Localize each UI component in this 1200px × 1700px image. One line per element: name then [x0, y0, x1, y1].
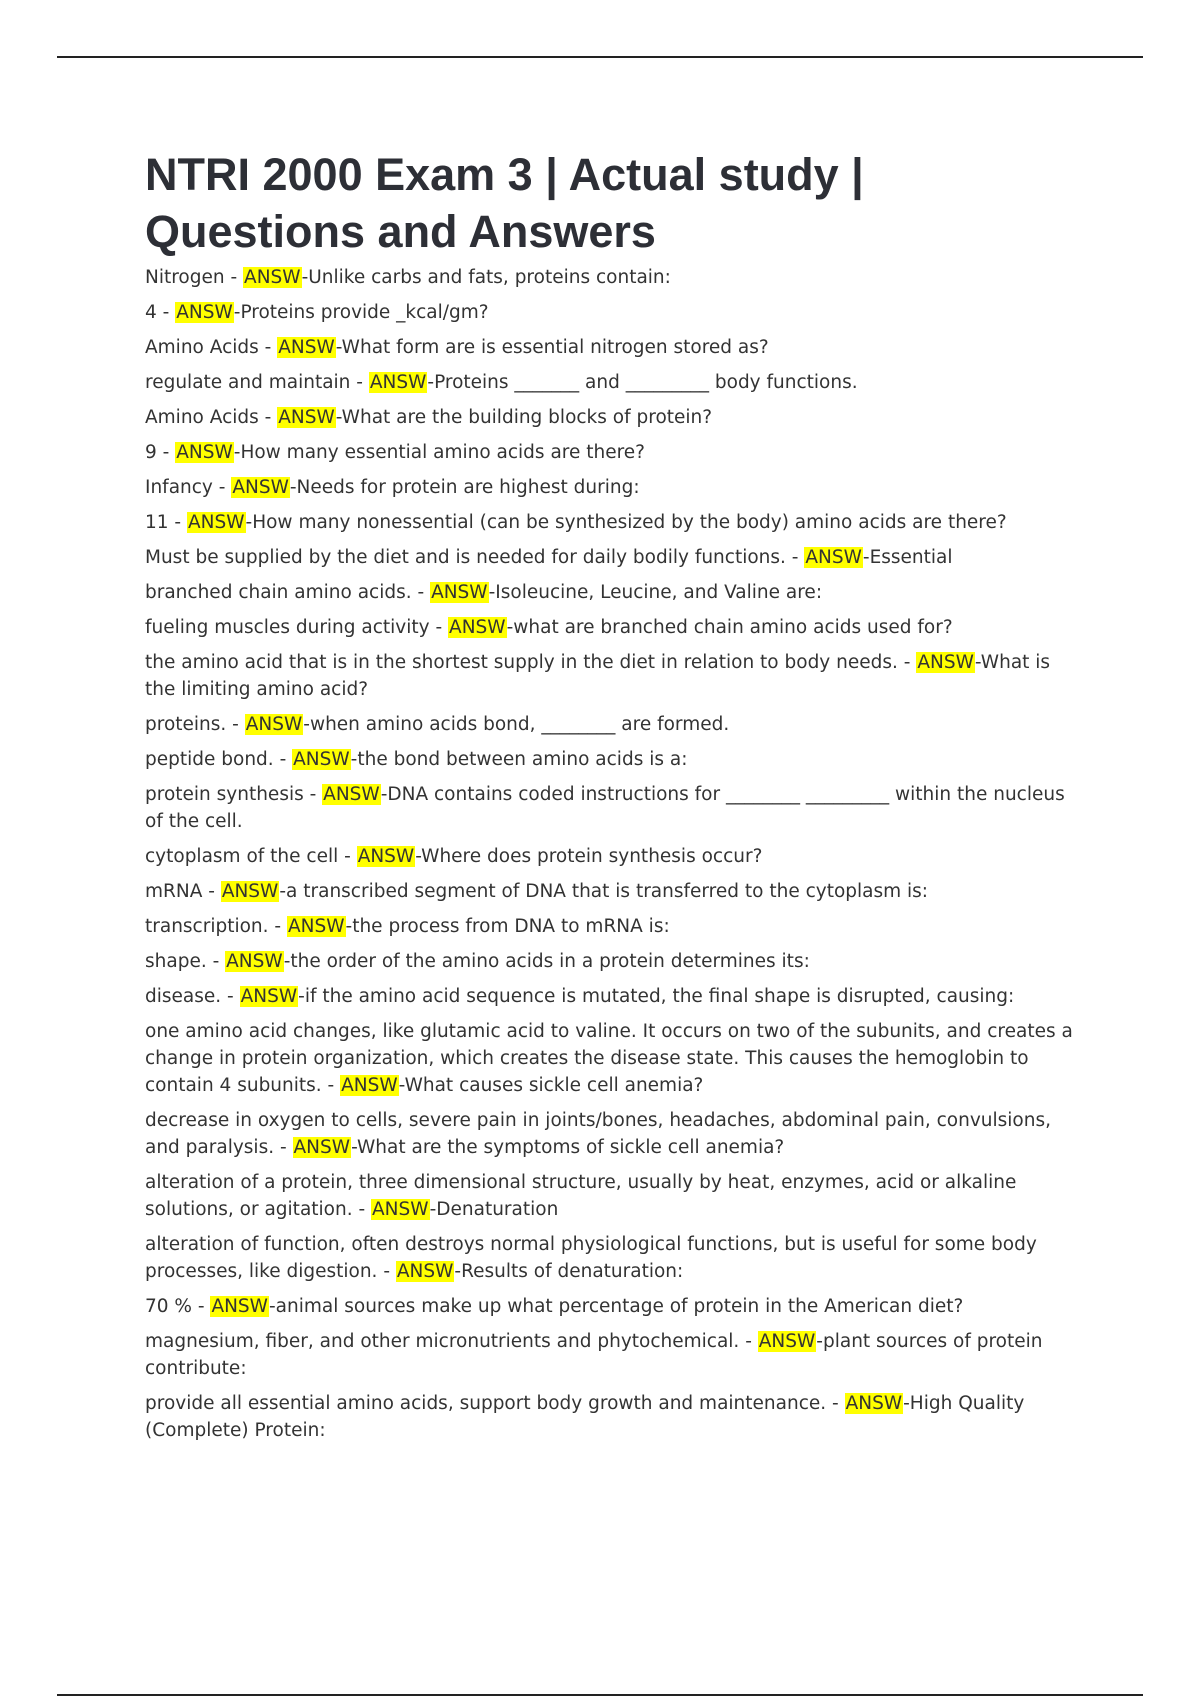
question-text: How many essential amino acids are there?	[240, 442, 645, 463]
qa-item	[145, 781, 1085, 835]
answer-marker-highlight: ANSW	[449, 617, 506, 638]
separator: -	[398, 1075, 405, 1096]
separator: -	[897, 652, 917, 673]
qa-list	[145, 264, 1085, 1444]
separator: -	[274, 1137, 293, 1158]
document-body	[145, 146, 1085, 1452]
qa-item	[145, 404, 1085, 431]
separator: -	[785, 547, 805, 568]
separator: -	[826, 1393, 845, 1414]
qa-item	[145, 983, 1085, 1010]
qa-item	[145, 649, 1085, 703]
question-text: the order of the amino acids in a protein determines its:	[290, 951, 810, 972]
question-text: Isoleucine, Leucine, and Valine are:	[495, 582, 823, 603]
separator: -	[301, 267, 309, 288]
answer-text: one amino acid changes, like glutamic acid to valine. It occurs on two of the subunits, and creates a change in protein organization, which creates the disease state. This causes the hemoglobin to contain 4 subunits.	[145, 1021, 1073, 1096]
answer-text: alteration of function, often destroys normal physiological functions, but is useful for some body processes, like digestion.	[145, 1234, 1037, 1282]
separator: -	[506, 617, 514, 638]
qa-item	[145, 711, 1085, 738]
answer-text: disease.	[145, 986, 222, 1007]
separator: -	[352, 1199, 372, 1220]
answer-marker-highlight: ANSW	[845, 1393, 903, 1414]
separator: -	[350, 372, 369, 393]
qa-item	[145, 509, 1085, 536]
qa-item	[145, 1169, 1085, 1223]
separator: -	[862, 547, 870, 568]
answer-text: provide all essential amino acids, support body growth and maintenance.	[145, 1393, 827, 1414]
separator: -	[156, 442, 176, 463]
top-rule	[57, 56, 1143, 58]
answer-text: the amino acid that is in the shortest supply in the diet in relation to body needs.	[145, 652, 898, 673]
answer-text: 9	[145, 442, 157, 463]
separator: -	[206, 951, 226, 972]
question-text: animal sources make up what percentage of protein in the American diet?	[275, 1296, 964, 1317]
separator: -	[303, 784, 323, 805]
answer-text: cytoplasm of the cell	[145, 846, 339, 867]
answer-text: Nitrogen	[145, 267, 225, 288]
separator: -	[289, 477, 297, 498]
question-text: Unlike carbs and fats, proteins contain:	[308, 267, 671, 288]
separator: -	[377, 1261, 396, 1282]
answer-text: Amino Acids	[145, 337, 259, 358]
answer-marker-highlight: ANSW	[369, 372, 427, 393]
separator: -	[226, 714, 245, 735]
separator: -	[350, 749, 358, 770]
answer-text: magnesium, fiber, and other micronutrients and phytochemical.	[145, 1331, 740, 1352]
question-text: Denaturation	[436, 1199, 559, 1220]
question-text: High Quality (Complete) Protein:	[145, 1393, 1025, 1441]
question-text: What is the limiting amino acid?	[145, 652, 1051, 700]
separator: -	[338, 846, 357, 867]
separator: -	[335, 407, 342, 428]
answer-text: peptide bond.	[145, 749, 274, 770]
question-text: the process from DNA to mRNA is:	[352, 916, 670, 937]
separator: -	[345, 916, 353, 937]
question-text: DNA contains coded instructions for ________ _________ within the nucleus of the cell.	[145, 784, 1065, 832]
answer-marker-highlight: ANSW	[293, 749, 350, 770]
answer-text: 70 %	[145, 1296, 192, 1317]
answer-text: 11	[145, 512, 169, 533]
answer-marker-highlight: ANSW	[240, 986, 298, 1007]
answer-text: decrease in oxygen to cells, severe pain in joints/bones, headaches, abdominal pain, convulsions, and paralysis.	[145, 1110, 1051, 1158]
question-text: plant sources of protein contribute:	[145, 1331, 1043, 1379]
answer-text: regulate and maintain	[145, 372, 351, 393]
answer-marker-highlight: ANSW	[357, 846, 415, 867]
separator: -	[224, 267, 244, 288]
separator: -	[429, 1199, 437, 1220]
separator: -	[156, 302, 176, 323]
answer-text: fueling muscles during activity	[145, 617, 430, 638]
qa-item	[145, 1293, 1085, 1320]
answer-marker-highlight: ANSW	[917, 652, 974, 673]
qa-item	[145, 579, 1085, 606]
qa-item	[145, 544, 1085, 571]
qa-item	[145, 264, 1085, 291]
answer-text: Infancy	[145, 477, 213, 498]
separator: -	[415, 846, 422, 867]
answer-marker-highlight: ANSW	[431, 582, 488, 603]
qa-item	[145, 948, 1085, 975]
answer-marker-highlight: ANSW	[245, 714, 303, 735]
question-text: Results of denaturation:	[461, 1261, 684, 1282]
qa-item	[145, 878, 1085, 905]
answer-marker-highlight: ANSW	[278, 337, 335, 358]
separator: -	[411, 582, 431, 603]
answer-marker-highlight: ANSW	[226, 951, 283, 972]
answer-marker-highlight: ANSW	[232, 477, 289, 498]
answer-text: protein synthesis	[145, 784, 304, 805]
question-text: what are branched chain amino acids used for?	[513, 617, 953, 638]
separator: -	[335, 337, 342, 358]
separator: -	[192, 1296, 211, 1317]
separator: -	[279, 881, 287, 902]
answer-marker-highlight: ANSW	[176, 302, 233, 323]
separator: -	[268, 1296, 276, 1317]
qa-item	[145, 1107, 1085, 1161]
separator: -	[380, 784, 388, 805]
question-text: How many nonessential (can be synthesized by the body) amino acids are there?	[252, 512, 1007, 533]
answer-text: proteins.	[145, 714, 227, 735]
answer-marker-highlight: ANSW	[341, 1075, 398, 1096]
answer-text: alteration of a protein, three dimensional structure, usually by heat, enzymes, acid or alkaline solutions, or agitation.	[145, 1172, 1017, 1220]
answer-text: 4	[145, 302, 157, 323]
answer-marker-highlight: ANSW	[287, 916, 345, 937]
separator: -	[168, 512, 187, 533]
separator: -	[816, 1331, 823, 1352]
separator: -	[454, 1261, 462, 1282]
separator: -	[212, 477, 232, 498]
answer-text: Amino Acids	[145, 407, 259, 428]
qa-item	[145, 1390, 1085, 1444]
separator: -	[974, 652, 981, 673]
separator: -	[233, 442, 241, 463]
question-text: Proteins provide _kcal/gm?	[240, 302, 489, 323]
answer-text: Must be supplied by the diet and is needed for daily bodily functions.	[145, 547, 786, 568]
qa-item	[145, 746, 1085, 773]
separator: -	[221, 986, 240, 1007]
answer-marker-highlight: ANSW	[805, 547, 862, 568]
question-text: What are the symptoms of sickle cell anemia?	[357, 1137, 785, 1158]
separator: -	[273, 749, 293, 770]
qa-item	[145, 1018, 1085, 1099]
qa-item	[145, 369, 1085, 396]
question-text: if the amino acid sequence is mutated, the final shape is disrupted, causing:	[304, 986, 1015, 1007]
bottom-rule	[57, 1694, 1143, 1696]
answer-marker-highlight: ANSW	[396, 1261, 454, 1282]
answer-marker-highlight: ANSW	[278, 407, 335, 428]
separator: -	[245, 512, 253, 533]
qa-item	[145, 439, 1085, 466]
question-text: Where does protein synthesis occur?	[421, 846, 763, 867]
qa-item	[145, 913, 1085, 940]
answer-marker-highlight: ANSW	[372, 1199, 429, 1220]
separator: -	[321, 1075, 341, 1096]
separator: -	[903, 1393, 910, 1414]
separator: -	[351, 1137, 357, 1158]
separator: -	[303, 714, 310, 735]
separator: -	[202, 881, 221, 902]
separator: -	[298, 986, 305, 1007]
separator: -	[739, 1331, 758, 1352]
answer-marker-highlight: ANSW	[187, 512, 245, 533]
separator: -	[488, 582, 496, 603]
qa-item	[145, 299, 1085, 326]
question-text: a transcribed segment of DNA that is transferred to the cytoplasm is:	[286, 881, 929, 902]
answer-text: mRNA	[145, 881, 203, 902]
answer-marker-highlight: ANSW	[293, 1137, 351, 1158]
qa-item	[145, 1328, 1085, 1382]
question-text: Needs for protein are highest during:	[296, 477, 640, 498]
document-title: NTRI 2000 Exam 3 | Actual study | Questions and Answers	[145, 149, 864, 257]
answer-text: branched chain amino acids.	[145, 582, 412, 603]
answer-marker-highlight: ANSW	[221, 881, 279, 902]
question-text: What form are is essential nitrogen stored as?	[341, 337, 769, 358]
separator: -	[258, 407, 278, 428]
answer-text: shape.	[145, 951, 207, 972]
question-text: What are the building blocks of protein?	[341, 407, 713, 428]
separator: -	[427, 372, 435, 393]
answer-marker-highlight: ANSW	[211, 1296, 268, 1317]
question-text: the bond between amino acids is a:	[357, 749, 688, 770]
qa-item	[145, 1231, 1085, 1285]
question-text: What causes sickle cell anemia?	[404, 1075, 704, 1096]
answer-marker-highlight: ANSW	[244, 267, 301, 288]
answer-marker-highlight: ANSW	[176, 442, 233, 463]
question-text: when amino acids bond, ________ are formed.	[309, 714, 730, 735]
qa-item	[145, 474, 1085, 501]
answer-marker-highlight: ANSW	[323, 784, 380, 805]
qa-item	[145, 334, 1085, 361]
answer-text: transcription.	[145, 916, 269, 937]
question-text: Proteins _______ and _________ body functions.	[434, 372, 858, 393]
qa-item	[145, 614, 1085, 641]
separator: -	[283, 951, 291, 972]
separator: -	[258, 337, 278, 358]
qa-item	[145, 843, 1085, 870]
separator: -	[233, 302, 241, 323]
question-text: Essential	[869, 547, 953, 568]
answer-marker-highlight: ANSW	[758, 1331, 816, 1352]
separator: -	[429, 617, 449, 638]
separator: -	[268, 916, 287, 937]
